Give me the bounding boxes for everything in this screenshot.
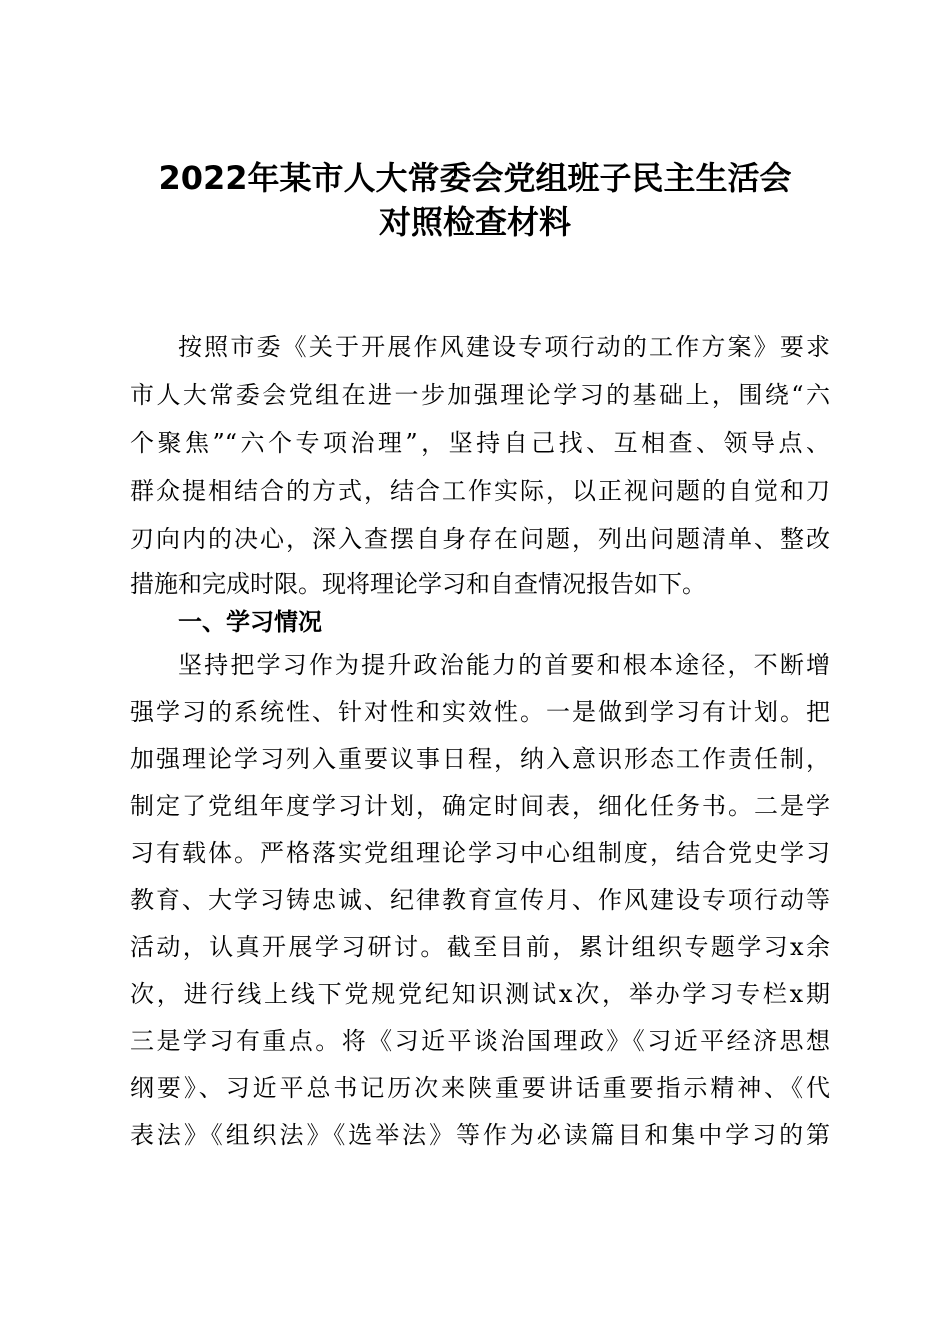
section-line: 活动，认真开展学习研讨。截至目前，累计组织专题学习x余 [130,933,830,961]
section-line: 纲要》、习近平总书记历次来陕重要讲话重要指示精神、《代 [130,1074,830,1102]
intro-line: 个聚焦”“六个专项治理”，坚持自己找、互相查、领导点、 [130,429,830,457]
section-heading: 一、学习情况 [178,608,322,636]
intro-line: 刃向内的决心，深入查摆自身存在问题，列出问题清单、整改 [130,525,830,553]
intro-line: 措施和完成时限。现将理论学习和自查情况报告如下。 [130,570,706,598]
intro-line: 按照市委《关于开展作风建设专项行动的工作方案》要求 [178,333,830,361]
section-line: 加强理论学习列入重要议事日程，纳入意识形态工作责任制， [130,745,830,773]
section-line: 强学习的系统性、针对性和实效性。一是做到学习有计划。把 [130,698,830,726]
section-line: 表法》《组织法》《选举法》等作为必读篇目和集中学习的第 [130,1121,830,1149]
intro-line: 市人大常委会党组在进一步加强理论学习的基础上，围绕“六 [130,381,830,409]
section-line: 坚持把学习作为提升政治能力的首要和根本途径，不断增 [178,651,830,679]
document-title-line-2: 对照检查材料 [378,203,571,241]
document-title-line-1: 2022年某市人大常委会党组班子民主生活会 [158,159,792,197]
section-line: 三是学习有重点。将《习近平谈治国理政》《习近平经济思想 [130,1027,830,1055]
intro-line: 群众提相结合的方式，结合工作实际，以正视问题的自觉和刀 [130,477,830,505]
section-line: 制定了党组年度学习计划，确定时间表，细化任务书。二是学 [130,792,830,820]
section-line: 教育、大学习铸忠诚、纪律教育宣传月、作风建设专项行动等 [130,886,830,914]
section-line: 习有载体。严格落实党组理论学习中心组制度，结合党史学习 [130,839,830,867]
section-line: 次，进行线上线下党规党纪知识测试x次，举办学习专栏x期 [130,980,830,1008]
